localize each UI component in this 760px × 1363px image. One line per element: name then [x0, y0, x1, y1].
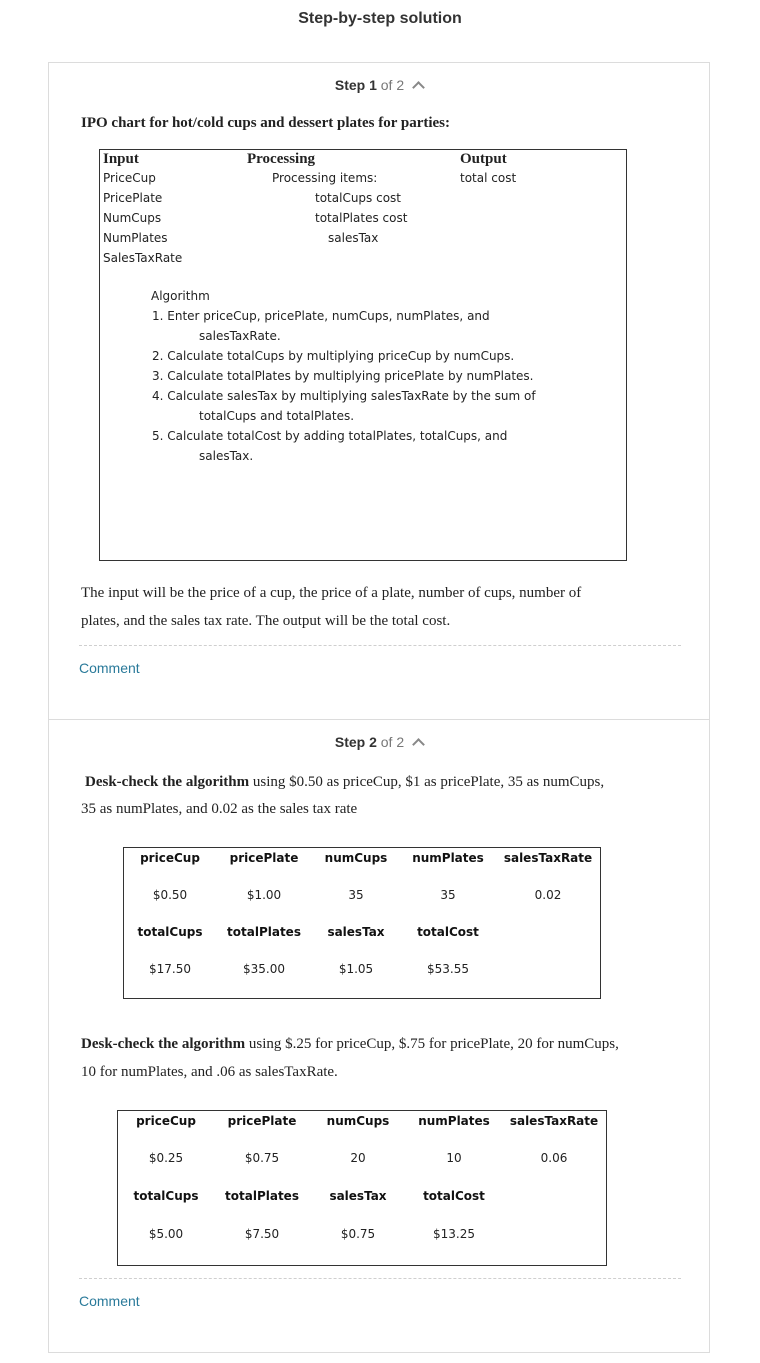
desk-check-1-text [85, 774, 604, 791]
table-header: salesTaxRate [503, 851, 593, 865]
desk-check-table-2 [117, 1110, 607, 1266]
table-cell: $1.00 [246, 888, 282, 902]
desk-check-rest: using $0.50 as priceCup, $1 as pricePlate, 35 as numCups, [249, 774, 605, 790]
input-item: NumCups [103, 211, 162, 225]
table-header: numPlates [418, 1114, 490, 1128]
processing-item: totalCups cost [315, 191, 402, 205]
table-cell: 10 [446, 1151, 462, 1165]
comment-link[interactable]: Comment [79, 1293, 140, 1309]
table-header: totalPlates [227, 925, 301, 939]
step-count: of 2 [376, 77, 405, 93]
algorithm-step: totalCups and totalPlates. [199, 409, 355, 423]
table-header: totalPlates [225, 1189, 299, 1203]
table-header: salesTaxRate [509, 1114, 599, 1128]
algorithm-step: salesTax. [199, 449, 254, 463]
step-count: of 2 [376, 734, 405, 750]
table-cell: 35 [440, 888, 456, 902]
processing-label: Processing items: [272, 171, 378, 185]
table-cell: $5.00 [148, 1227, 184, 1241]
step-label: Step 1 [334, 77, 377, 93]
table-cell: $35.00 [243, 962, 285, 976]
table-cell: $1.05 [338, 962, 374, 976]
chevron-up-icon[interactable] [412, 738, 425, 751]
table-cell: 0.02 [534, 888, 562, 902]
desk-check-bold: Desk-check the algorithm [81, 1036, 246, 1052]
page-title: Step-by-step solution [298, 10, 462, 27]
input-item: PriceCup [103, 171, 156, 185]
desk-check-table-1 [123, 847, 601, 999]
output-item: total cost [460, 171, 517, 185]
table-header: salesTax [327, 925, 385, 939]
step-2-card [48, 719, 710, 1353]
desk-check-2-text-line2: 10 for numPlates, and .06 as salesTaxRate. [81, 1064, 338, 1080]
table-header: numCups [326, 1114, 390, 1128]
input-header: Input [103, 151, 139, 167]
desk-check-1-text-line2: 35 as numPlates, and 0.02 as the sales tax rate [81, 801, 358, 817]
output-header: Output [460, 151, 507, 167]
table-cell: 35 [348, 888, 364, 902]
table-cell: $17.50 [149, 962, 191, 976]
algorithm-label: Algorithm [151, 289, 210, 303]
table-cell: 0.06 [540, 1151, 568, 1165]
table-cell: 20 [350, 1151, 366, 1165]
table-cell: $0.25 [148, 1151, 184, 1165]
table-header: pricePlate [227, 1114, 297, 1128]
step-2-header[interactable] [49, 734, 709, 750]
processing-item: totalPlates cost [315, 211, 408, 225]
table-cell: $53.55 [427, 962, 469, 976]
table-cell: $0.50 [152, 888, 188, 902]
table-header: totalCups [137, 925, 203, 939]
table-header: totalCups [133, 1189, 199, 1203]
algorithm-step: 4. Calculate salesTax by multiplying salesTaxRate by the sum of [152, 389, 536, 403]
algorithm-step: 2. Calculate totalCups by multiplying priceCup by numCups. [152, 349, 515, 363]
table-header: priceCup [140, 851, 200, 865]
algorithm-step: salesTaxRate. [199, 329, 281, 343]
divider [79, 645, 681, 646]
comment-link[interactable]: Comment [79, 660, 140, 676]
ipo-chart-title: IPO chart for hot/cold cups and dessert plates for parties: [81, 115, 451, 131]
table-header: salesTax [329, 1189, 387, 1203]
step-label: Step 2 [334, 734, 377, 750]
table-header: numCups [324, 851, 388, 865]
desk-check-2-text [81, 1036, 619, 1053]
table-header: totalCost [417, 925, 479, 939]
input-item: PricePlate [103, 191, 163, 205]
table-header: priceCup [136, 1114, 196, 1128]
ipo-chart [99, 149, 627, 561]
divider [79, 1278, 681, 1279]
table-cell: $13.25 [433, 1227, 475, 1241]
step-1-header[interactable] [49, 77, 709, 93]
input-item: NumPlates [103, 231, 168, 245]
input-item: SalesTaxRate [103, 251, 183, 265]
processing-item: salesTax [328, 231, 379, 245]
step-1-card [48, 62, 710, 720]
table-header: pricePlate [229, 851, 299, 865]
desk-check-bold: Desk-check the algorithm [85, 774, 250, 790]
table-cell: $0.75 [340, 1227, 376, 1241]
table-cell: $0.75 [244, 1151, 280, 1165]
desk-check-rest: using $.25 for priceCup, $.75 for pricePlate, 20 for numCups, [245, 1036, 619, 1052]
table-cell: $7.50 [244, 1227, 280, 1241]
algorithm-step: 5. Calculate totalCost by adding totalPlates, totalCups, and [152, 429, 508, 443]
processing-header: Processing [247, 151, 316, 167]
algorithm-step: 3. Calculate totalPlates by multiplying pricePlate by numPlates. [152, 369, 534, 383]
explanation-line: plates, and the sales tax rate. The output will be the total cost. [81, 613, 451, 629]
table-header: numPlates [412, 851, 484, 865]
explanation-line: The input will be the price of a cup, the price of a plate, number of cups, number of [81, 585, 582, 601]
table-header: totalCost [423, 1189, 485, 1203]
chevron-up-icon[interactable] [412, 81, 425, 94]
algorithm-step: 1. Enter priceCup, pricePlate, numCups, numPlates, and [152, 309, 490, 323]
